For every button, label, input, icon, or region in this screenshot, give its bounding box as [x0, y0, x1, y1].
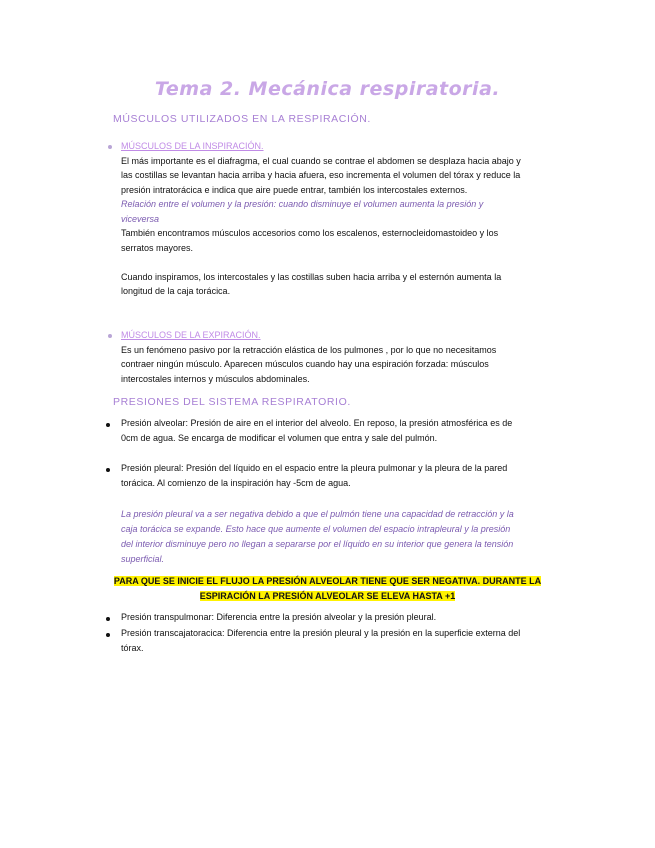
expiration-block	[121, 328, 521, 386]
section-heading-muscles: MÚSCULOS UTILIZADOS EN LA RESPIRACIÓN.	[113, 113, 371, 125]
inspiration-paragraph-2: También encontramos músculos accesorios como los escalenos, esternocleidomastoideo y los serratos mayores.	[121, 228, 499, 253]
bullet-icon	[106, 423, 110, 427]
pressure-item-transpulmonary	[121, 610, 521, 625]
pressure-item-text: Presión transcajatoracica: Diferencia entre la presión pleural y la presión en la superficie externa del tórax.	[121, 628, 521, 653]
pressure-item-text: Presión alveolar: Presión de aire en el interior del alveolo. En reposo, la presión atmosférica es de 0cm de agua. Se encarga de modificar el volumen que entra y sale del pulmón.	[121, 418, 513, 443]
highlight-line-1: PARA QUE SE INICIE EL FLUJO LA PRESIÓN ALVEOLAR TIENE QUE SER NEGATIVA. DURANTE LA	[113, 576, 542, 586]
inspiration-block	[121, 139, 521, 299]
expiration-paragraph: Es un fenómeno pasivo por la retracción elástica de los pulmones , por lo que no necesitamos contraer ningún músculo. Aparecen músculos cuando hay una espiración forzada: músculos intercostales internos y músculos abdominales.	[121, 344, 497, 384]
pressure-item-pleural	[121, 461, 521, 491]
pressure-item-text: Presión pleural: Presión del líquido en el espacio entre la pleura pulmonar y la pleura de la pared torácica. Al comienzo de la inspiración hay -5cm de agua.	[121, 463, 508, 488]
bullet-icon	[108, 145, 112, 149]
expiration-heading: MÚSCULOS DE LA EXPIRACIÓN.	[121, 330, 261, 340]
bullet-icon	[106, 617, 110, 621]
pressure-item-alveolar	[121, 416, 521, 446]
inspiration-heading: MÚSCULOS DE LA INSPIRACIÓN.	[121, 141, 264, 151]
volume-pressure-note: Relación entre el volumen y la presión: cuando disminuye el volumen aumenta la presión y viceversa	[121, 199, 484, 224]
highlighted-statement	[80, 574, 575, 604]
bullet-icon	[106, 633, 110, 637]
bullet-icon	[106, 468, 110, 472]
page-title: Tema 2. Mecánica respiratoria.	[154, 78, 501, 100]
highlight-line-2: ESPIRACIÓN LA PRESIÓN ALVEOLAR SE ELEVA HASTA +1	[199, 591, 456, 601]
inspiration-paragraph-3: Cuando inspiramos, los intercostales y las costillas suben hacia arriba y el esternón aumenta la longitud de la caja torácica.	[121, 271, 502, 296]
pressure-item-transcajatoracica	[121, 626, 521, 656]
pressure-item-text: Presión transpulmonar: Diferencia entre la presión alveolar y la presión pleural.	[121, 612, 437, 622]
section-heading-pressures: PRESIONES DEL SISTEMA RESPIRATORIO.	[113, 396, 351, 408]
bullet-icon	[108, 334, 112, 338]
pleural-pressure-note: La presión pleural va a ser negativa debido a que el pulmón tiene una capacidad de retracción y la caja torácica se expande. Esto hace que aumente el volumen del espacio intrapleural y la presión del interior disminuye pero no llegan a separarse por el líquido en su interior que genera la tensión superficial.	[121, 509, 514, 564]
inspiration-paragraph-1: El más importante es el diafragma, el cual cuando se contrae el abdomen se desplaza hacia abajo y las costillas se levantan hacia arriba y hacia afuera, eso incrementa el volumen del tórax y reduce la presión intratorácica e indica que aire puede entrar, también los intercostales externos.	[121, 155, 521, 195]
